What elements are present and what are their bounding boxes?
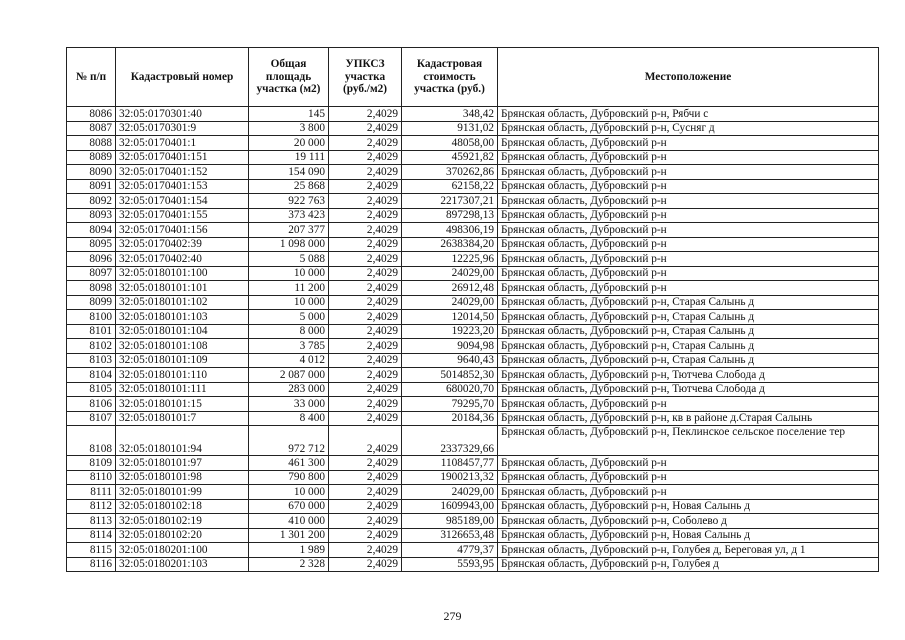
cadastral-cost: 348,42 bbox=[402, 107, 498, 122]
cadastral-number: 32:05:0170401:153 bbox=[116, 179, 249, 194]
upkcz: 2,4029 bbox=[329, 194, 402, 209]
area: 1 098 000 bbox=[249, 237, 329, 252]
header-num: № п/п bbox=[67, 48, 116, 107]
cadastral-cost: 2638384,20 bbox=[402, 237, 498, 252]
header-cost: Кадастровая стоимость участка (руб.) bbox=[402, 48, 498, 107]
cadastral-cost: 498306,19 bbox=[402, 223, 498, 238]
upkcz: 2,4029 bbox=[329, 295, 402, 310]
upkcz: 2,4029 bbox=[329, 281, 402, 296]
row-number: 8110 bbox=[67, 470, 116, 485]
location: Брянская область, Дубровский р-н, Голубея д, Береговая ул, д 1 bbox=[498, 543, 879, 558]
area: 972 712 bbox=[249, 426, 329, 456]
table-row bbox=[67, 266, 879, 281]
table-row bbox=[67, 324, 879, 339]
area: 3 800 bbox=[249, 121, 329, 136]
table-row bbox=[67, 485, 879, 500]
location: Брянская область, Дубровский р-н bbox=[498, 208, 879, 223]
cadastral-number: 32:05:0180201:103 bbox=[116, 557, 249, 572]
location: Брянская область, Дубровский р-н, Старая Салынь д bbox=[498, 353, 879, 368]
row-number: 8115 bbox=[67, 543, 116, 558]
upkcz: 2,4029 bbox=[329, 310, 402, 325]
cadastral-cost: 1900213,32 bbox=[402, 470, 498, 485]
upkcz: 2,4029 bbox=[329, 426, 402, 456]
row-number: 8105 bbox=[67, 382, 116, 397]
table-row bbox=[67, 382, 879, 397]
table-row bbox=[67, 339, 879, 354]
location: Брянская область, Дубровский р-н bbox=[498, 266, 879, 281]
header-kad: Кадастровый номер bbox=[116, 48, 249, 107]
table-row bbox=[67, 528, 879, 543]
cadastral-number: 32:05:0180101:15 bbox=[116, 397, 249, 412]
location: Брянская область, Дубровский р-н, Тютчева Слобода д bbox=[498, 382, 879, 397]
cadastral-number: 32:05:0180101:110 bbox=[116, 368, 249, 383]
cadastral-cost: 19223,20 bbox=[402, 324, 498, 339]
upkcz: 2,4029 bbox=[329, 499, 402, 514]
cadastral-cost: 20184,36 bbox=[402, 411, 498, 426]
location: Брянская область, Дубровский р-н bbox=[498, 252, 879, 267]
cadastral-number: 32:05:0180101:104 bbox=[116, 324, 249, 339]
cadastral-cost: 9640,43 bbox=[402, 353, 498, 368]
upkcz: 2,4029 bbox=[329, 121, 402, 136]
area: 10 000 bbox=[249, 485, 329, 500]
location: Брянская область, Дубровский р-н bbox=[498, 150, 879, 165]
upkcz: 2,4029 bbox=[329, 339, 402, 354]
upkcz: 2,4029 bbox=[329, 557, 402, 572]
row-number: 8096 bbox=[67, 252, 116, 267]
location: Брянская область, Дубровский р-н bbox=[498, 136, 879, 151]
row-number: 8116 bbox=[67, 557, 116, 572]
area: 5 088 bbox=[249, 252, 329, 267]
location: Брянская область, Дубровский р-н, Соболево д bbox=[498, 514, 879, 529]
cadastral-cost: 680020,70 bbox=[402, 382, 498, 397]
table-row bbox=[67, 121, 879, 136]
cadastral-cost: 24029,00 bbox=[402, 295, 498, 310]
area: 3 785 bbox=[249, 339, 329, 354]
row-number: 8112 bbox=[67, 499, 116, 514]
row-number: 8100 bbox=[67, 310, 116, 325]
location: Брянская область, Дубровский р-н bbox=[498, 165, 879, 180]
table-row bbox=[67, 557, 879, 572]
area: 2 328 bbox=[249, 557, 329, 572]
location: Брянская область, Дубровский р-н, Сусняг д bbox=[498, 121, 879, 136]
table-row bbox=[67, 543, 879, 558]
area: 19 111 bbox=[249, 150, 329, 165]
area: 33 000 bbox=[249, 397, 329, 412]
table-row bbox=[67, 223, 879, 238]
cadastral-cost: 5014852,30 bbox=[402, 368, 498, 383]
row-number: 8093 bbox=[67, 208, 116, 223]
table-row bbox=[67, 353, 879, 368]
header-upk: УПКСЗ участка (руб./м2) bbox=[329, 48, 402, 107]
location: Брянская область, Дубровский р-н bbox=[498, 470, 879, 485]
cadastral-cost: 3126653,48 bbox=[402, 528, 498, 543]
area: 154 090 bbox=[249, 165, 329, 180]
header-area: Общая площадь участка (м2) bbox=[249, 48, 329, 107]
location: Брянская область, Дубровский р-н, Пеклинское сельское поселение тер bbox=[498, 426, 879, 456]
area: 11 200 bbox=[249, 281, 329, 296]
cadastral-number: 32:05:0170401:152 bbox=[116, 165, 249, 180]
upkcz: 2,4029 bbox=[329, 353, 402, 368]
cadastral-number: 32:05:0180101:108 bbox=[116, 339, 249, 354]
cadastral-number: 32:05:0180201:100 bbox=[116, 543, 249, 558]
location: Брянская область, Дубровский р-н bbox=[498, 237, 879, 252]
cadastral-cost: 26912,48 bbox=[402, 281, 498, 296]
cadastral-number: 32:05:0180101:101 bbox=[116, 281, 249, 296]
table-row bbox=[67, 208, 879, 223]
location: Брянская область, Дубровский р-н, Старая Салынь д bbox=[498, 295, 879, 310]
upkcz: 2,4029 bbox=[329, 324, 402, 339]
upkcz: 2,4029 bbox=[329, 165, 402, 180]
area: 8 400 bbox=[249, 411, 329, 426]
cadastral-cost: 12225,96 bbox=[402, 252, 498, 267]
area: 4 012 bbox=[249, 353, 329, 368]
table-row bbox=[67, 470, 879, 485]
cadastral-cost: 2337329,66 bbox=[402, 426, 498, 456]
cadastral-cost: 48058,00 bbox=[402, 136, 498, 151]
cadastral-cost: 12014,50 bbox=[402, 310, 498, 325]
cadastral-number: 32:05:0180101:100 bbox=[116, 266, 249, 281]
table-row bbox=[67, 411, 879, 426]
cadastral-cost: 62158,22 bbox=[402, 179, 498, 194]
area: 10 000 bbox=[249, 266, 329, 281]
area: 8 000 bbox=[249, 324, 329, 339]
cadastral-number: 32:05:0180101:109 bbox=[116, 353, 249, 368]
cadastral-cost: 2217307,21 bbox=[402, 194, 498, 209]
cadastral-number: 32:05:0170402:39 bbox=[116, 237, 249, 252]
area: 5 000 bbox=[249, 310, 329, 325]
cadastral-number: 32:05:0180101:98 bbox=[116, 470, 249, 485]
table-header-row bbox=[67, 48, 879, 107]
table-row bbox=[67, 252, 879, 267]
area: 1 301 200 bbox=[249, 528, 329, 543]
cadastral-table bbox=[66, 47, 879, 572]
cadastral-cost: 79295,70 bbox=[402, 397, 498, 412]
row-number: 8099 bbox=[67, 295, 116, 310]
upkcz: 2,4029 bbox=[329, 150, 402, 165]
table-row bbox=[67, 179, 879, 194]
location: Брянская область, Дубровский р-н, Рябчи с bbox=[498, 107, 879, 122]
location: Брянская область, Дубровский р-н, Тютчева Слобода д bbox=[498, 368, 879, 383]
location: Брянская область, Дубровский р-н bbox=[498, 281, 879, 296]
table-row bbox=[67, 310, 879, 325]
cadastral-cost: 985189,00 bbox=[402, 514, 498, 529]
row-number: 8090 bbox=[67, 165, 116, 180]
upkcz: 2,4029 bbox=[329, 382, 402, 397]
row-number: 8103 bbox=[67, 353, 116, 368]
upkcz: 2,4029 bbox=[329, 237, 402, 252]
cadastral-cost: 24029,00 bbox=[402, 266, 498, 281]
cadastral-cost: 4779,37 bbox=[402, 543, 498, 558]
upkcz: 2,4029 bbox=[329, 411, 402, 426]
upkcz: 2,4029 bbox=[329, 456, 402, 471]
location: Брянская область, Дубровский р-н, Старая Салынь д bbox=[498, 310, 879, 325]
row-number: 8108 bbox=[67, 426, 116, 456]
row-number: 8091 bbox=[67, 179, 116, 194]
area: 1 989 bbox=[249, 543, 329, 558]
area: 670 000 bbox=[249, 499, 329, 514]
cadastral-number: 32:05:0180101:99 bbox=[116, 485, 249, 500]
cadastral-number: 32:05:0170401:154 bbox=[116, 194, 249, 209]
table-row bbox=[67, 165, 879, 180]
row-number: 8092 bbox=[67, 194, 116, 209]
cadastral-number: 32:05:0170401:151 bbox=[116, 150, 249, 165]
upkcz: 2,4029 bbox=[329, 470, 402, 485]
table-row bbox=[67, 150, 879, 165]
upkcz: 2,4029 bbox=[329, 368, 402, 383]
area: 25 868 bbox=[249, 179, 329, 194]
row-number: 8098 bbox=[67, 281, 116, 296]
cadastral-number: 32:05:0170301:40 bbox=[116, 107, 249, 122]
cadastral-cost: 1609943,00 bbox=[402, 499, 498, 514]
header-loc: Местоположение bbox=[498, 48, 879, 107]
location: Брянская область, Дубровский р-н bbox=[498, 194, 879, 209]
area: 790 800 bbox=[249, 470, 329, 485]
cadastral-number: 32:05:0180101:103 bbox=[116, 310, 249, 325]
area: 283 000 bbox=[249, 382, 329, 397]
location: Брянская область, Дубровский р-н, Голубея д bbox=[498, 557, 879, 572]
area: 461 300 bbox=[249, 456, 329, 471]
cadastral-number: 32:05:0180101:97 bbox=[116, 456, 249, 471]
area: 10 000 bbox=[249, 295, 329, 310]
row-number: 8113 bbox=[67, 514, 116, 529]
cadastral-cost: 9131,02 bbox=[402, 121, 498, 136]
table-row bbox=[67, 397, 879, 412]
upkcz: 2,4029 bbox=[329, 223, 402, 238]
cadastral-cost: 1108457,77 bbox=[402, 456, 498, 471]
location: Брянская область, Дубровский р-н, Новая Салынь д bbox=[498, 499, 879, 514]
area: 207 377 bbox=[249, 223, 329, 238]
location: Брянская область, Дубровский р-н, Старая Салынь д bbox=[498, 324, 879, 339]
row-number: 8109 bbox=[67, 456, 116, 471]
area: 145 bbox=[249, 107, 329, 122]
area: 373 423 bbox=[249, 208, 329, 223]
table-row bbox=[67, 136, 879, 151]
cadastral-cost: 9094,98 bbox=[402, 339, 498, 354]
cadastral-number: 32:05:0170402:40 bbox=[116, 252, 249, 267]
upkcz: 2,4029 bbox=[329, 266, 402, 281]
location: Брянская область, Дубровский р-н, Старая Салынь д bbox=[498, 339, 879, 354]
cadastral-number: 32:05:0180102:19 bbox=[116, 514, 249, 529]
row-number: 8104 bbox=[67, 368, 116, 383]
cadastral-cost: 897298,13 bbox=[402, 208, 498, 223]
location: Брянская область, Дубровский р-н bbox=[498, 456, 879, 471]
upkcz: 2,4029 bbox=[329, 107, 402, 122]
row-number: 8087 bbox=[67, 121, 116, 136]
upkcz: 2,4029 bbox=[329, 514, 402, 529]
cadastral-number: 32:05:0170401:155 bbox=[116, 208, 249, 223]
cadastral-cost: 45921,82 bbox=[402, 150, 498, 165]
cadastral-number: 32:05:0180102:20 bbox=[116, 528, 249, 543]
area: 922 763 bbox=[249, 194, 329, 209]
cadastral-number: 32:05:0180101:102 bbox=[116, 295, 249, 310]
cadastral-cost: 370262,86 bbox=[402, 165, 498, 180]
row-number: 8095 bbox=[67, 237, 116, 252]
upkcz: 2,4029 bbox=[329, 543, 402, 558]
table-row bbox=[67, 107, 879, 122]
upkcz: 2,4029 bbox=[329, 136, 402, 151]
upkcz: 2,4029 bbox=[329, 208, 402, 223]
row-number: 8102 bbox=[67, 339, 116, 354]
page-number: 279 bbox=[443, 609, 462, 623]
upkcz: 2,4029 bbox=[329, 179, 402, 194]
cadastral-number: 32:05:0180101:94 bbox=[116, 426, 249, 456]
location: Брянская область, Дубровский р-н bbox=[498, 223, 879, 238]
cadastral-number: 32:05:0170401:1 bbox=[116, 136, 249, 151]
location: Брянская область, Дубровский р-н bbox=[498, 485, 879, 500]
location: Брянская область, Дубровский р-н bbox=[498, 397, 879, 412]
row-number: 8101 bbox=[67, 324, 116, 339]
cadastral-number: 32:05:0180101:111 bbox=[116, 382, 249, 397]
upkcz: 2,4029 bbox=[329, 485, 402, 500]
cadastral-cost: 5593,95 bbox=[402, 557, 498, 572]
table-body bbox=[67, 107, 879, 572]
table-row bbox=[67, 295, 879, 310]
row-number: 8107 bbox=[67, 411, 116, 426]
table-row bbox=[67, 194, 879, 209]
cadastral-number: 32:05:0180101:7 bbox=[116, 411, 249, 426]
row-number: 8114 bbox=[67, 528, 116, 543]
table-row bbox=[67, 368, 879, 383]
row-number: 8097 bbox=[67, 266, 116, 281]
row-number: 8086 bbox=[67, 107, 116, 122]
upkcz: 2,4029 bbox=[329, 397, 402, 412]
area: 410 000 bbox=[249, 514, 329, 529]
cadastral-number: 32:05:0170401:156 bbox=[116, 223, 249, 238]
location: Брянская область, Дубровский р-н bbox=[498, 179, 879, 194]
table-row bbox=[67, 237, 879, 252]
cadastral-cost: 24029,00 bbox=[402, 485, 498, 500]
upkcz: 2,4029 bbox=[329, 528, 402, 543]
row-number: 8088 bbox=[67, 136, 116, 151]
table-row bbox=[67, 456, 879, 471]
table-row bbox=[67, 514, 879, 529]
row-number: 8111 bbox=[67, 485, 116, 500]
location: Брянская область, Дубровский р-н, кв в районе д.Старая Салынь bbox=[498, 411, 879, 426]
row-number: 8094 bbox=[67, 223, 116, 238]
location: Брянская область, Дубровский р-н, Новая Салынь д bbox=[498, 528, 879, 543]
table-row bbox=[67, 499, 879, 514]
area: 2 087 000 bbox=[249, 368, 329, 383]
row-number: 8106 bbox=[67, 397, 116, 412]
upkcz: 2,4029 bbox=[329, 252, 402, 267]
cadastral-number: 32:05:0180102:18 bbox=[116, 499, 249, 514]
table-row bbox=[67, 281, 879, 296]
cadastral-number: 32:05:0170301:9 bbox=[116, 121, 249, 136]
area: 20 000 bbox=[249, 136, 329, 151]
table-row bbox=[67, 426, 879, 456]
row-number: 8089 bbox=[67, 150, 116, 165]
